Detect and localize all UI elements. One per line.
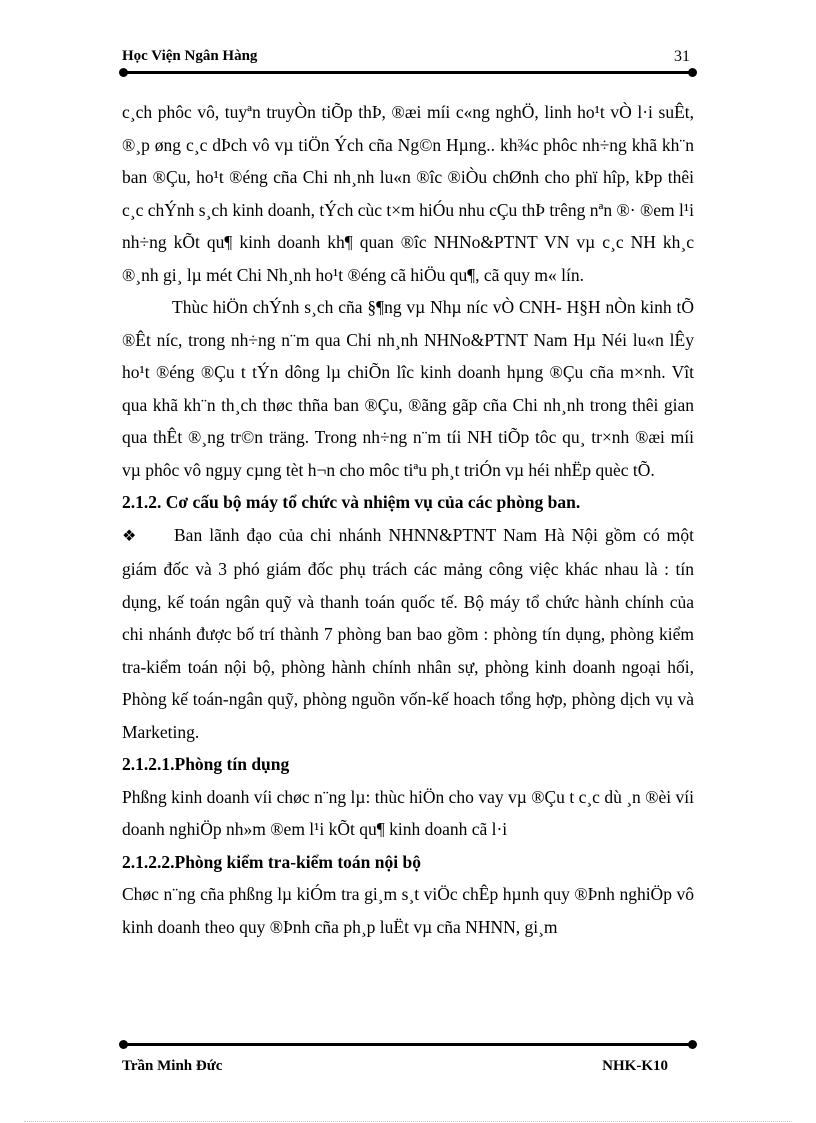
footer-rule	[122, 1043, 694, 1046]
paragraph-5: Chøc n¨ng cña phßng lµ kiÓm tra gi¸m s¸t viÖc chÊp hµnh quy ®Þnh nghiÖp vô kinh doanh theo quy ®Þnh cña ph¸p luËt vµ cña NHNN, gi¸m	[122, 884, 694, 937]
page-number: 31	[674, 48, 690, 65]
rule-right-dot	[688, 1040, 697, 1049]
section-heading-2-1-2: 2.1.2. Cơ cấu bộ máy tổ chức và nhiệm vụ của các phòng ban.	[122, 492, 581, 512]
header-title: Học Viện Ngân Hàng	[122, 48, 258, 64]
rule-left-dot	[119, 1040, 128, 1049]
page-content	[122, 96, 694, 943]
paragraph-1: c¸ch phôc vô, tuyªn truyÒn tiÕp thÞ, ®æi míi c«ng nghÖ, linh ho¹t vÒ l·i suÊt, ®¸p øng c¸c dÞch vô vµ tiÖn Ých cña Ng©n Hµng.. kh¾c phôc nh÷ng khã kh¨n ban ®Çu, ho¹t ®éng cña Chi nh¸nh lu«n ®îc ®iÒu chØnh cho phï hîp, kÞp thêi c¸c chÝnh s¸ch kinh doanh, tÝch cùc t×m hiÓu nhu cÇu thÞ trêng nªn ®· ®em l¹i nh÷ng kÕt qu¶ kinh doanh kh¶ quan ®îc NHNo&PTNT VN vµ c¸c NH kh¸c ®¸nh gi¸ lµ mét Chi Nh¸nh ho¹t ®éng cã hiÖu qu¶, cã quy m« lín.	[122, 102, 694, 285]
paragraph-2: Thùc hiÖn chÝnh s¸ch cña §¶ng vµ Nhµ níc vÒ CNH- H§H nÒn kinh tÕ ®Êt níc, trong nh÷ng n¨m qua Chi nh¸nh NHNo&PTNT Nam Hµ Néi lu«n lÊy ho¹t ®éng ®Çu t tÝn dông lµ chiÕn lîc kinh doanh hµng ®Çu cña m×nh. Vît qua khã kh¨n th¸ch thøc thña ban ®Çu, ®ãng gãp cña Chi nh¸nh trong thêi gian qua thÊt ®¸ng tr©n träng. Trong nh÷ng n¨m tíi NH tiÕp tôc qu¸ tr×nh ®æi míi vµ phôc vô ngµy cµng tèt h¬n cho môc tiªu ph¸t triÓn vµ héi nhËp quèc tÕ.	[122, 297, 694, 480]
section-heading-2-1-2-1: 2.1.2.1.Phòng tín dụng	[122, 754, 290, 774]
page-header	[122, 48, 694, 68]
section-heading-2-1-2-2: 2.1.2.2.Phòng kiểm tra-kiểm toán nội bộ	[122, 851, 421, 872]
paragraph-3-text: Ban lãnh đạo của chi nhánh NHNN&PTNT Nam Hà Nội gồm có một giám đốc và 3 phó giám đốc phụ trách các mảng công việc khác nhau là : tín dụng, kế toán ngân quỹ và thanh toán quốc tế. Bộ máy tổ chức hành chính của chi nhánh được bố trí thành 7 phòng ban bao gồm : phòng tín dụng, phòng kiểm tra-kiểm toán nội bộ, phòng hành chính nhân sự, phòng kinh doanh ngoại hối, Phòng kế toán-ngân quỹ, phòng nguồn vốn-kế hoach tổng hợp, phòng dịch vụ và Marketing.	[122, 524, 694, 742]
rule-right-dot	[688, 68, 697, 77]
header-rule	[122, 71, 694, 74]
page-edge-divider	[24, 1121, 792, 1122]
diamond-bullet-icon: ❖	[122, 527, 137, 545]
page-footer	[122, 1058, 694, 1080]
footer-author: Trần Minh Đức	[122, 1058, 223, 1074]
footer-code: NHK-K10	[602, 1058, 668, 1074]
rule-left-dot	[119, 68, 128, 77]
paragraph-4: Phßng kinh doanh víi chøc n¨ng lµ: thùc hiÖn cho vay vµ ®Çu t c¸c dù ¸n ®èi víi doanh nghiÖp nh»m ®em l¹i kÕt qu¶ kinh doanh cã l·i	[122, 786, 694, 839]
paragraph-3	[122, 519, 694, 749]
